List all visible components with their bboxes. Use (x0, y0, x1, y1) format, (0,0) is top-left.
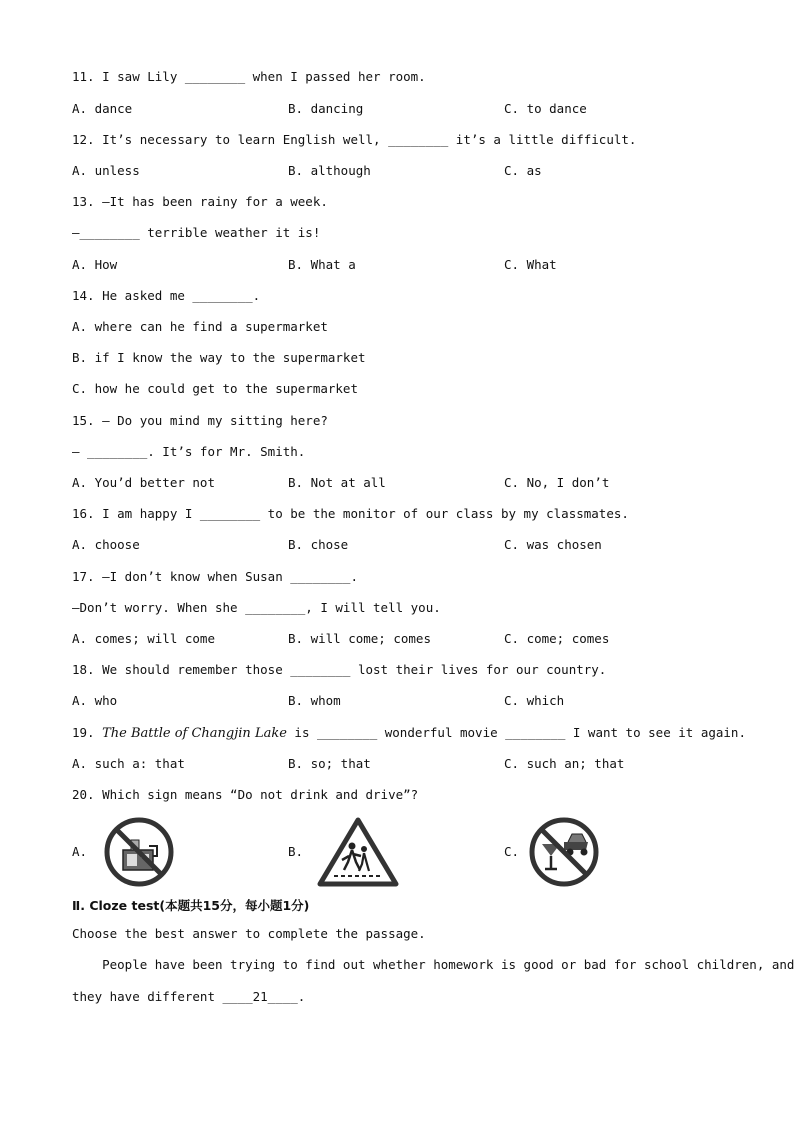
option-c[interactable]: C. No, I don’t (504, 475, 610, 490)
option-a[interactable]: A. choose (72, 537, 140, 552)
question-12-stem: 12. It’s necessary to learn English well, ________ it’s a little difficult. (72, 132, 637, 147)
section-heading-note: (本题共15分，每小题1分) (159, 898, 310, 913)
passage-line-1: People have been trying to find out whether homework is good or bad for school children, and (72, 957, 794, 972)
option-b[interactable]: B. Not at all (288, 475, 386, 490)
question-11-stem: 11. I saw Lily ________ when I passed her room. (72, 69, 426, 84)
question-19-text: is ________ wonderful movie ________ I want to see it again. (286, 725, 746, 740)
question-17-stem-2: —Don’t worry. When she ________, I will tell you. (72, 600, 441, 615)
option-c[interactable]: C. how he could get to the supermarket (72, 381, 358, 396)
passage-line-2 (72, 989, 305, 1005)
question-16-options (72, 537, 772, 553)
question-13-stem-2: —________ terrible weather it is! (72, 225, 321, 240)
question-19-options (72, 756, 772, 772)
option-b[interactable]: B. if I know the way to the supermarket (72, 350, 366, 365)
question-18-options (72, 693, 772, 709)
option-c[interactable]: C. as (504, 163, 542, 178)
option-c[interactable]: C. come; comes (504, 631, 610, 646)
option-b[interactable]: B. What a (288, 257, 356, 272)
option-a[interactable]: A. dance (72, 101, 133, 116)
no-drinking-machine-icon[interactable] (103, 816, 175, 888)
no-drink-driving-icon[interactable] (528, 816, 600, 888)
question-19-number: 19. (72, 725, 103, 740)
question-14-stem: 14. He asked me ________. (72, 288, 261, 303)
option-b[interactable]: B. whom (288, 693, 341, 708)
question-15-stem-2: — ________. It’s for Mr. Smith. (72, 444, 306, 459)
question-19-stem (72, 725, 746, 742)
question-20-options (72, 844, 772, 860)
option-a[interactable]: A. where can he find a supermarket (72, 319, 328, 334)
option-c[interactable]: C. What (504, 257, 557, 272)
movie-title: The Battle of Changjin Lake (102, 726, 287, 741)
passage-line-2-end: . (297, 989, 306, 1004)
option-a[interactable]: A. You’d better not (72, 475, 215, 490)
option-a[interactable]: A. How (72, 257, 118, 272)
question-18-stem: 18. We should remember those ________ lost their lives for our country. (72, 662, 607, 677)
passage-line-2-text: they have different (72, 989, 223, 1004)
option-c[interactable]: C. to dance (504, 101, 587, 116)
option-a[interactable]: A. unless (72, 163, 140, 178)
question-15-options (72, 475, 772, 491)
children-crossing-warning-icon[interactable] (316, 816, 400, 888)
option-b[interactable]: B. chose (288, 537, 349, 552)
question-12-options (72, 163, 772, 179)
question-13-stem-1: 13. —It has been rainy for a week. (72, 194, 328, 209)
option-b[interactable]: B. although (288, 163, 371, 178)
question-16-stem: 16. I am happy I ________ to be the monitor of our class by my classmates. (72, 506, 629, 521)
question-15-stem-1: 15. — Do you mind my sitting here? (72, 413, 328, 428)
option-b[interactable]: B. (288, 844, 304, 859)
question-20-stem: 20. Which sign means “Do not drink and drive”? (72, 787, 419, 802)
option-b[interactable]: B. so; that (288, 756, 371, 771)
option-c[interactable]: C. which (504, 693, 565, 708)
section-heading (72, 898, 309, 914)
question-17-stem-1: 17. —I don’t know when Susan ________. (72, 569, 358, 584)
option-a[interactable]: A. such a: that (72, 756, 185, 771)
option-a[interactable]: A. (72, 844, 88, 859)
option-a[interactable]: A. who (72, 693, 118, 708)
blank-21[interactable]: ____21____ (222, 989, 298, 1004)
question-17-options (72, 631, 772, 647)
section-instruction: Choose the best answer to complete the passage. (72, 926, 426, 941)
option-c[interactable]: C. (504, 844, 520, 859)
option-c[interactable]: C. was chosen (504, 537, 602, 552)
question-11-options (72, 101, 772, 117)
option-b[interactable]: B. dancing (288, 101, 364, 116)
section-heading-prefix: Ⅱ. Cloze test (72, 898, 160, 913)
option-b[interactable]: B. will come; comes (288, 631, 431, 646)
option-a[interactable]: A. comes; will come (72, 631, 215, 646)
option-c[interactable]: C. such an; that (504, 756, 625, 771)
question-13-options (72, 257, 772, 273)
